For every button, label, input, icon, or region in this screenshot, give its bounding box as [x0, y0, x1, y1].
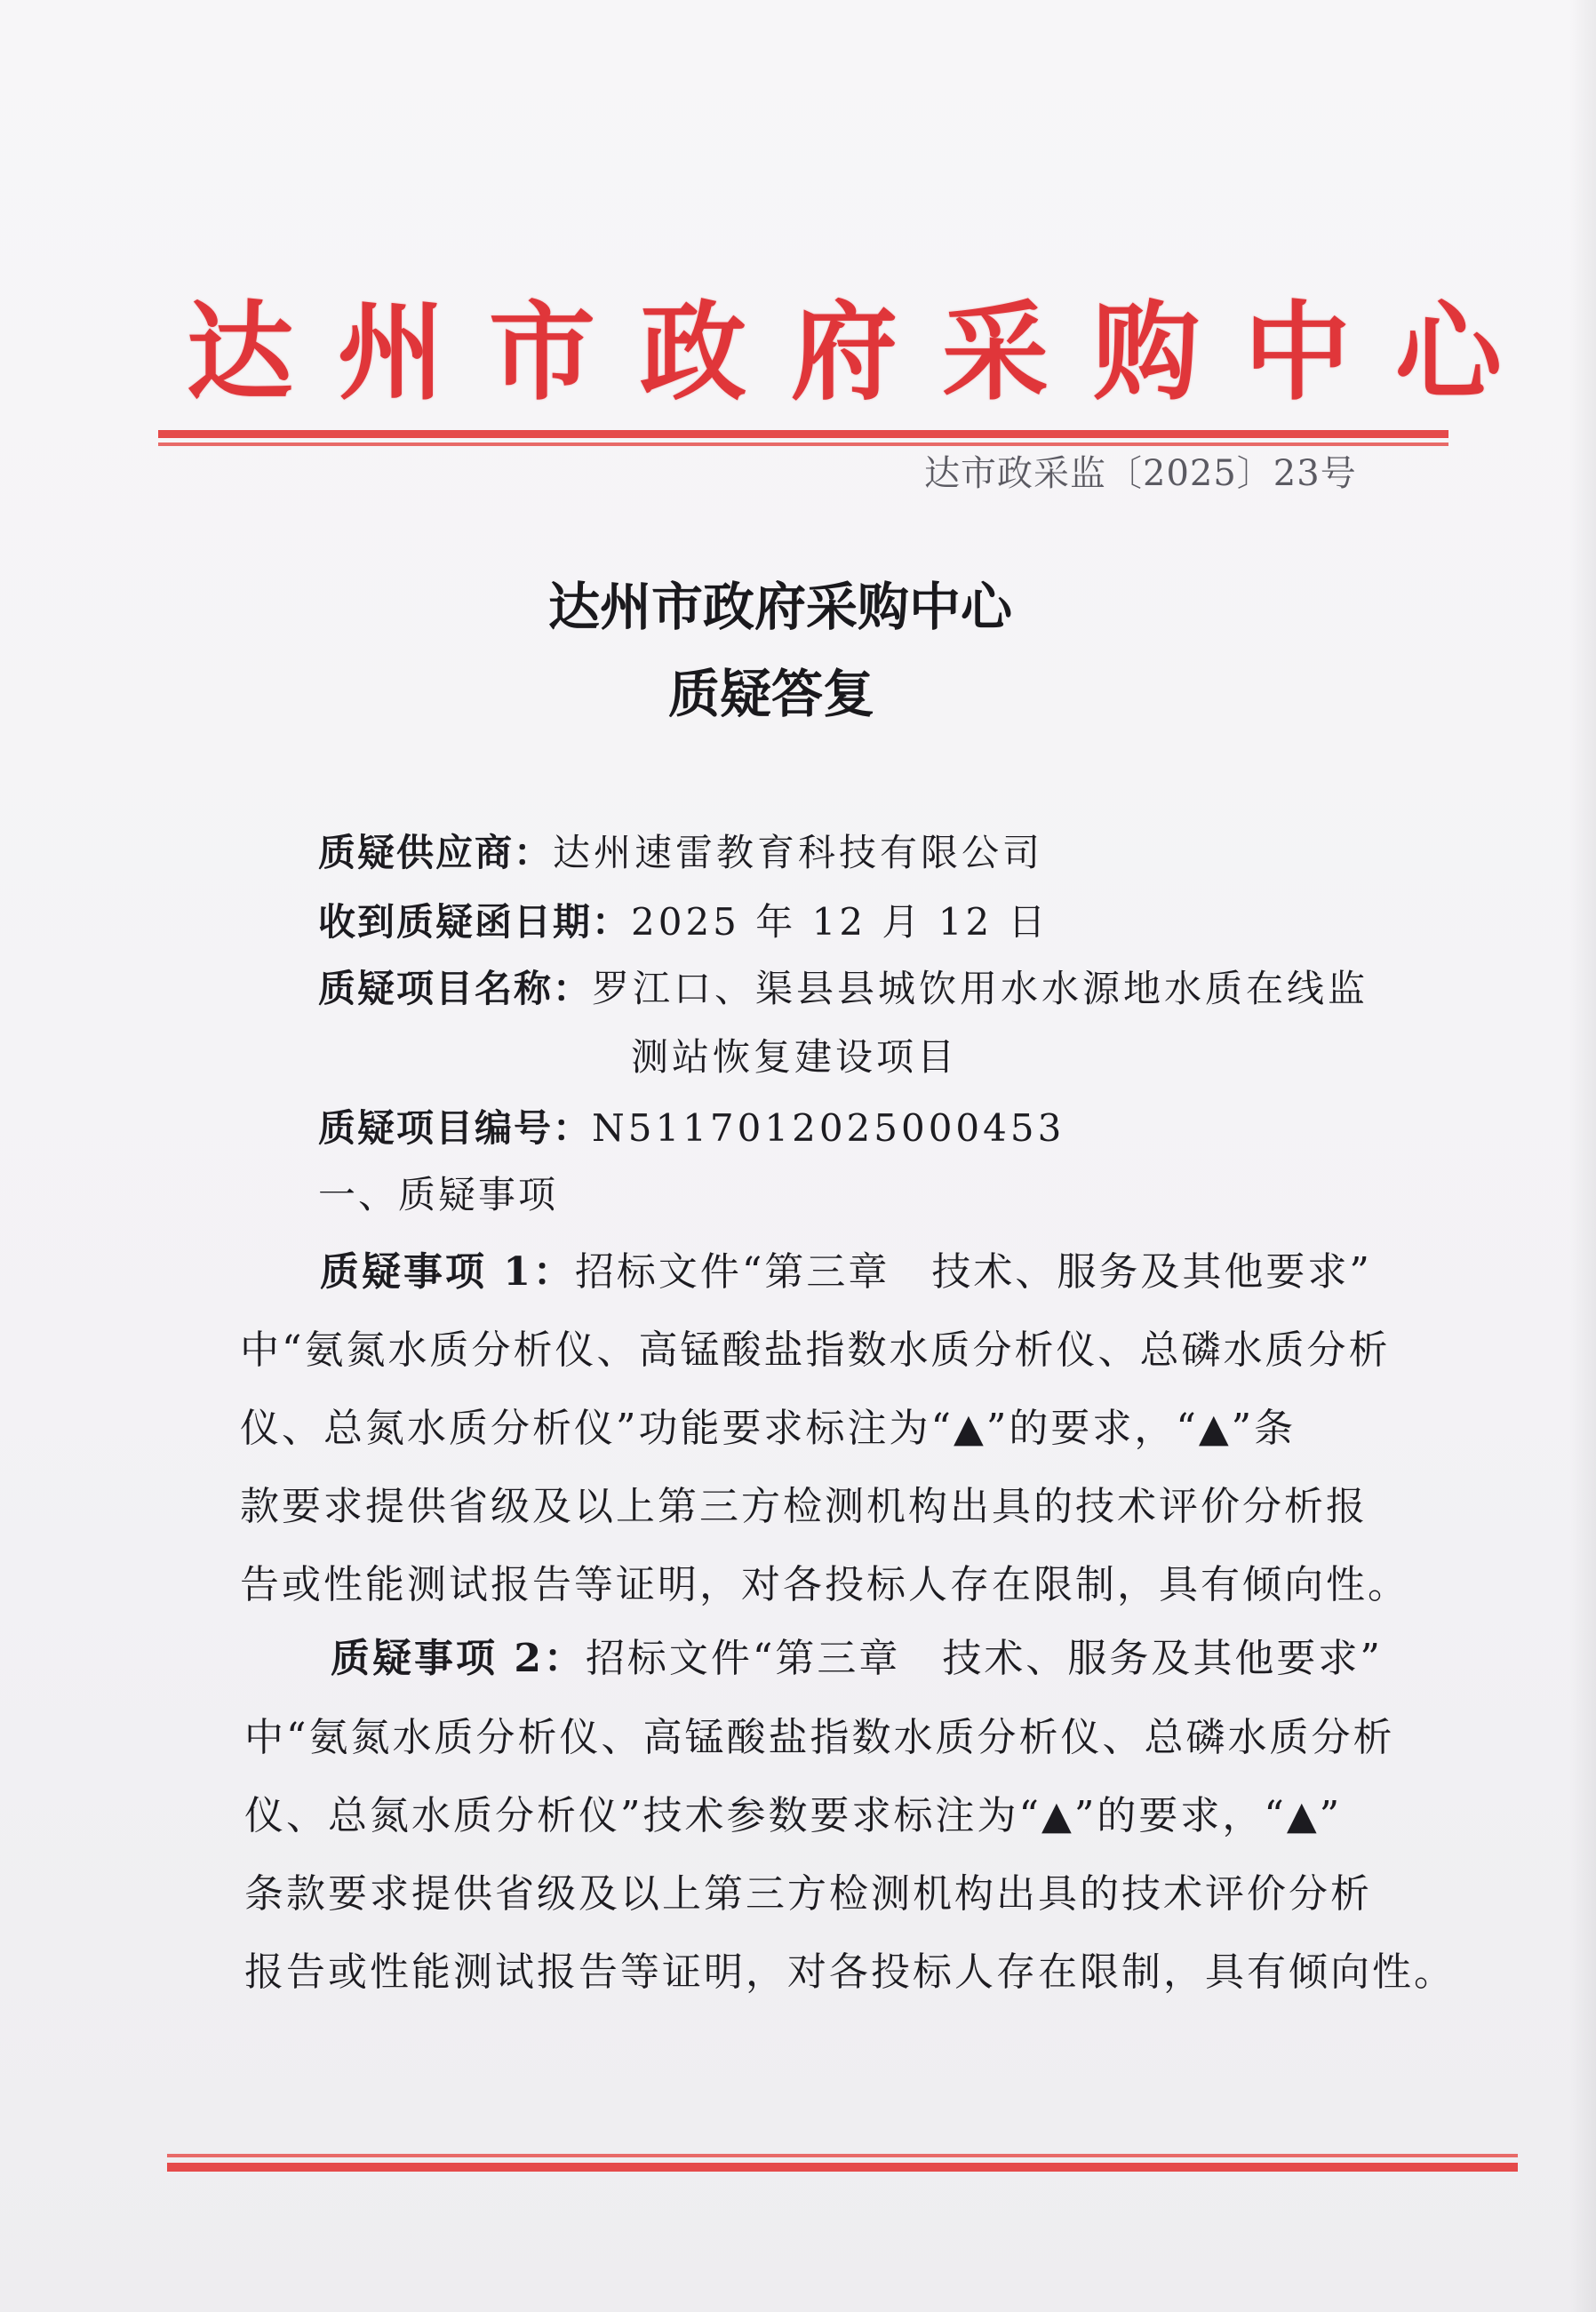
item1-line1 — [320, 1233, 1372, 1311]
section-heading: 一、质疑事项 — [318, 1173, 559, 1216]
item1-line3: 仪、总氮水质分析仪”功能要求标注为“▲”的要求，“▲”条 — [240, 1406, 1297, 1451]
info-project-name-value-line1: 罗江口、渠县县城饮用水水源地水质在线监 — [592, 967, 1369, 1010]
item2-line3: 仪、总氮水质分析仪”技术参数要求标注为“▲”的要求，“▲” — [244, 1793, 1343, 1838]
item2-line1 — [331, 1620, 1383, 1698]
info-supplier-label: 质疑供应商： — [318, 831, 554, 874]
document-number: 达市政采监〔2025〕23号 — [924, 453, 1357, 494]
info-project-name — [318, 958, 1369, 1020]
item1-line5: 告或性能测试报告等证明，对各投标人存在限制，具有倾向性。 — [240, 1562, 1409, 1607]
item2-label: 质疑事项 2： — [331, 1636, 586, 1681]
info-project-number-value: N5117012025000453 — [592, 1106, 1065, 1150]
info-project-number-label: 质疑项目编号： — [318, 1106, 593, 1150]
footer-red-rule-thick — [167, 2163, 1518, 2172]
info-project-number — [318, 1097, 1065, 1160]
info-date-label: 收到质疑函日期： — [318, 900, 632, 944]
document-title-line1: 达州市政府采购中心 — [547, 577, 1012, 637]
item2-line4: 条款要求提供省级及以上第三方检测机构出具的技术评价分析 — [244, 1871, 1372, 1917]
item2-line1-text: 招标文件“第三章 技术、服务及其他要求” — [585, 1636, 1383, 1681]
item1-line4: 款要求提供省级及以上第三方检测机构出具的技术评价分析报 — [240, 1484, 1368, 1529]
info-supplier-value: 达州速雷教育科技有限公司 — [553, 831, 1044, 874]
info-project-name-label: 质疑项目名称： — [318, 967, 593, 1010]
letterhead-red-rule-thick — [158, 430, 1448, 438]
info-date-value: 2025 年 12 月 12 日 — [631, 900, 1049, 944]
letterhead-org-name: 达州市政府采购中心 — [187, 291, 1546, 415]
footer-red-rule-thin — [167, 2154, 1518, 2157]
info-date — [318, 891, 1049, 953]
item1-line1-text: 招标文件“第三章 技术、服务及其他要求” — [574, 1249, 1372, 1295]
page-edge-shadow — [1569, 0, 1596, 2312]
item1-line2: 中“氨氮水质分析仪、高锰酸盐指数水质分析仪、总磷水质分析 — [240, 1327, 1391, 1373]
item2-line5: 报告或性能测试报告等证明，对各投标人存在限制，具有倾向性。 — [244, 1949, 1456, 1995]
item1-label: 质疑事项 1： — [320, 1249, 575, 1295]
document-title-line2: 质疑答复 — [667, 664, 874, 724]
info-project-name-value-line2: 测站恢复建设项目 — [631, 1035, 959, 1079]
item2-line2: 中“氨氮水质分析仪、高锰酸盐指数水质分析仪、总磷水质分析 — [244, 1715, 1395, 1760]
info-supplier — [318, 822, 1043, 884]
